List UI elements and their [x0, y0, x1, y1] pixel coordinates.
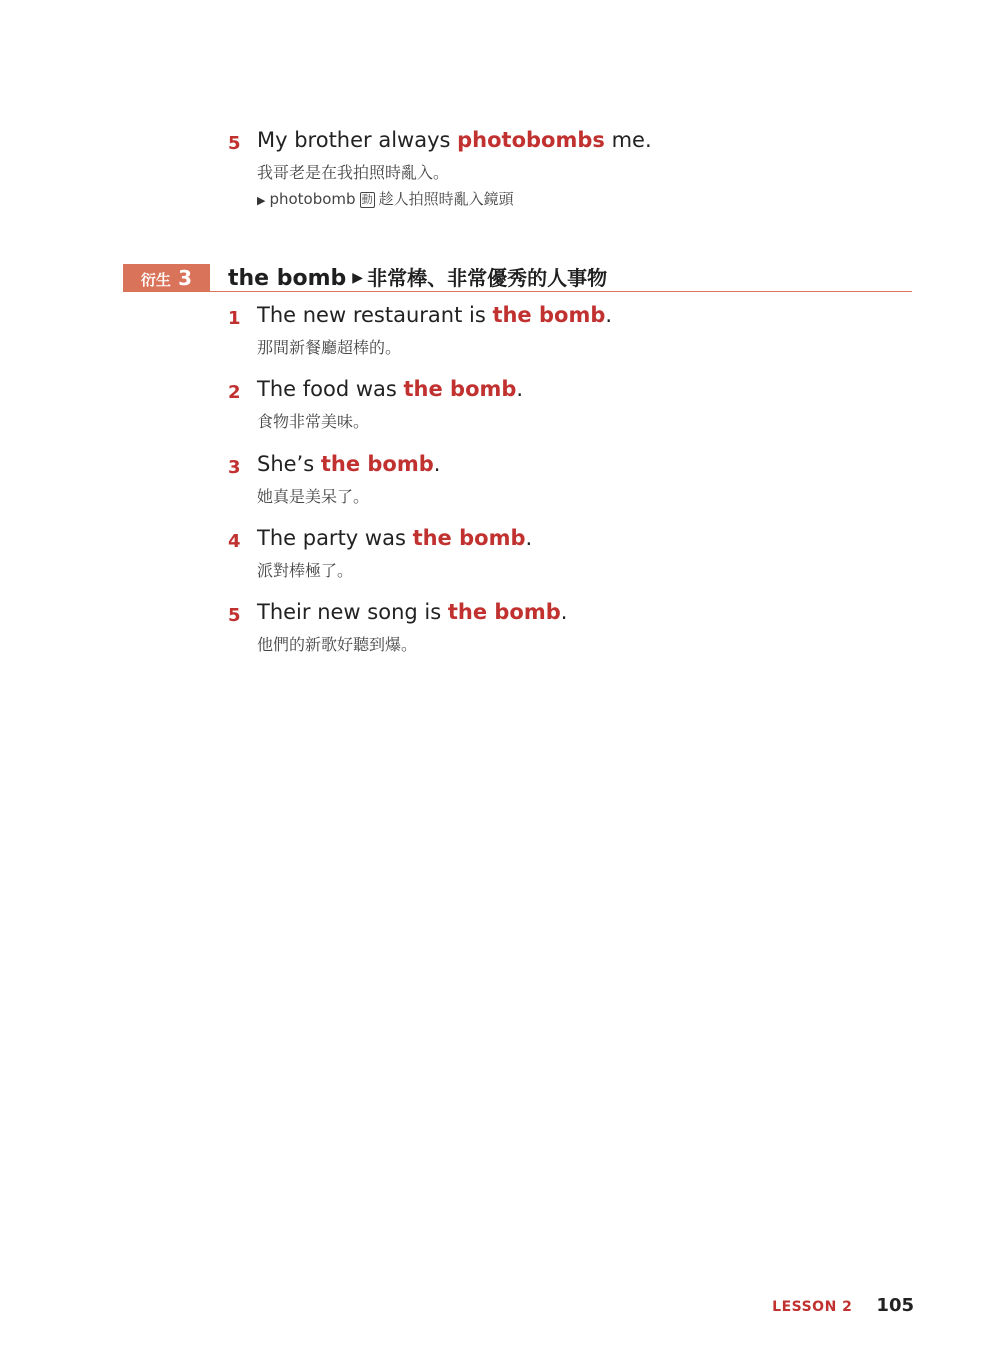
- sentence-text: The party was: [257, 526, 413, 550]
- section-badge: [123, 264, 210, 292]
- lesson-label: LESSON 2: [772, 1299, 853, 1315]
- highlighted-term: photobombs: [457, 128, 605, 152]
- highlighted-term: the bomb: [492, 303, 606, 327]
- example-sentence: [257, 600, 567, 624]
- page-number: 105: [876, 1295, 914, 1316]
- example-translation: 派對棒極了。: [257, 561, 354, 580]
- example-translation: 那間新餐廳超棒的。: [257, 338, 402, 357]
- example-number: 3: [228, 457, 241, 478]
- sentence-text: .: [560, 600, 568, 624]
- sentence-text: .: [525, 526, 533, 550]
- example-translation: 她真是美呆了。: [257, 487, 370, 506]
- badge-label: 衍生: [140, 271, 171, 289]
- section-header: [123, 262, 912, 292]
- example-number: 5: [228, 605, 241, 626]
- example-number: 1: [228, 308, 241, 329]
- sentence-text: me.: [604, 128, 652, 152]
- example-translation: 他們的新歌好聽到爆。: [257, 635, 418, 654]
- highlighted-term: the bomb: [447, 600, 561, 624]
- section-title-zh: 非常棒、非常優秀的人事物: [367, 266, 608, 290]
- example-sentence: [257, 128, 652, 152]
- sentence-text: Their new song is: [257, 600, 448, 624]
- highlighted-term: the bomb: [403, 377, 517, 401]
- example-number: 2: [228, 382, 241, 403]
- highlighted-term: the bomb: [320, 452, 434, 476]
- sentence-text: The new restaurant is: [257, 303, 493, 327]
- sentence-text: The food was: [257, 377, 404, 401]
- section-title-en: the bomb: [228, 266, 347, 291]
- example-sentence: [257, 303, 612, 327]
- sentence-text: .: [516, 377, 524, 401]
- example-sentence: [257, 526, 532, 550]
- part-of-speech-badge: 動: [361, 193, 373, 206]
- section-divider: [210, 291, 912, 292]
- sentence-text: She’s: [257, 452, 321, 476]
- triangle-marker-icon: ▶: [257, 194, 266, 207]
- example-number: 4: [228, 531, 241, 552]
- note-meaning: 趁人拍照時亂入鏡頭: [378, 190, 514, 208]
- arrow-right-icon: ▶: [352, 270, 364, 286]
- sentence-text: .: [433, 452, 441, 476]
- vocab-note: [257, 188, 514, 209]
- example-translation: 我哥老是在我拍照時亂入。: [257, 163, 450, 182]
- sentence-text: .: [605, 303, 613, 327]
- section-title: [228, 262, 607, 291]
- example-sentence: [257, 452, 440, 476]
- badge-number: 3: [178, 266, 193, 290]
- highlighted-term: the bomb: [412, 526, 526, 550]
- sentence-text: My brother always: [257, 128, 458, 152]
- page-footer: [772, 1295, 914, 1316]
- example-sentence: [257, 377, 523, 401]
- note-word: photobomb: [269, 190, 356, 208]
- example-number: 5: [228, 133, 241, 154]
- example-translation: 食物非常美味。: [257, 412, 370, 431]
